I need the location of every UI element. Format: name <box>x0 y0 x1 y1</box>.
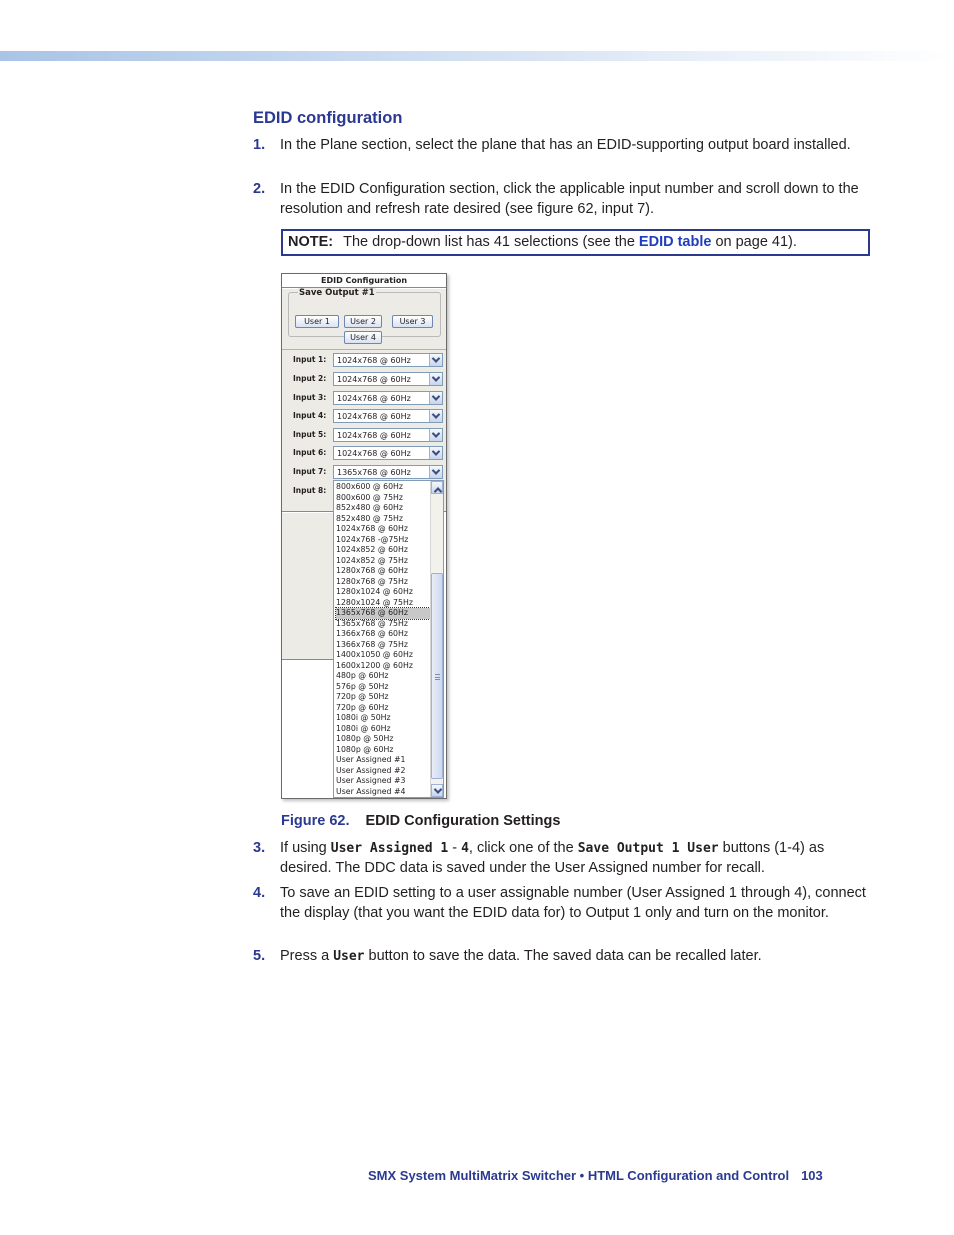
list-option[interactable]: 1280x1024 @ 60Hz <box>336 587 413 596</box>
code-user: User <box>333 949 365 964</box>
input-1-label: Input 1: <box>293 355 327 364</box>
section-heading: EDID configuration <box>253 109 403 127</box>
user-2-button[interactable]: User 2 <box>344 315 382 328</box>
input-2-select[interactable] <box>333 372 443 386</box>
input-7-label: Input 7: <box>293 467 327 476</box>
input-3-select[interactable] <box>333 391 443 405</box>
list-option[interactable]: 1280x768 @ 75Hz <box>336 576 408 586</box>
input-5-label: Input 5: <box>293 430 327 439</box>
step-number: 5. <box>253 948 266 964</box>
list-option[interactable]: 1365x768 @ 75Hz <box>336 618 408 628</box>
dropdown-arrow[interactable] <box>429 429 442 441</box>
list-option[interactable]: 1400x1050 @ 60Hz <box>336 650 413 659</box>
code-user-assigned: User Assigned 1 <box>330 841 449 856</box>
list-option[interactable]: 1280x1024 @ 75Hz <box>336 597 413 607</box>
selected-value: 1024x768 @ 60Hz <box>337 412 411 421</box>
chevron-up-icon <box>434 487 442 495</box>
selected-value: 1024x768 @ 60Hz <box>337 431 411 440</box>
figure-title: EDID Configuration Settings <box>365 813 561 829</box>
step-text: To save an EDID setting to a user assignable number (User Assigned 1 through 4), connect the display (that you want the EDID data for) to Output 1 only and turn on the monitor. <box>280 885 866 921</box>
list-option[interactable]: 1280x768 @ 60Hz <box>336 566 408 575</box>
chevron-down-icon <box>432 466 440 474</box>
list-option[interactable]: 720p @ 60Hz <box>336 702 389 712</box>
input-5-select[interactable] <box>333 428 443 442</box>
list-option[interactable]: 1365x768 @ 60Hz <box>336 608 430 619</box>
input-6-select[interactable] <box>333 446 443 460</box>
list-option[interactable]: User Assigned #2 <box>336 765 406 775</box>
step-number: 2. <box>253 181 266 197</box>
user-3-button[interactable]: User 3 <box>392 315 433 328</box>
chevron-down-icon <box>432 429 440 437</box>
text-run: buttons (1-4) as desired. The DDC data is saved under the User Assigned number for recall. <box>280 840 825 876</box>
input-8-label: Input 8: <box>293 486 327 495</box>
selected-value: 1024x768 @ 60Hz <box>337 356 411 365</box>
user-4-button[interactable]: User 4 <box>344 331 382 344</box>
save-output-legend: Save Output #1 <box>299 288 375 298</box>
list-option[interactable]: 800x600 @ 60Hz <box>336 482 404 491</box>
note-label: NOTE: <box>288 234 334 250</box>
step-text <box>280 839 868 878</box>
step-number: 1. <box>253 137 266 153</box>
text-run: - <box>448 840 462 856</box>
chevron-down-icon <box>432 354 440 362</box>
step-number: 3. <box>253 840 266 856</box>
scrollbar-thumb[interactable] <box>431 573 443 779</box>
list-option[interactable]: 1024x852 @ 60Hz <box>336 545 408 554</box>
input-7-select[interactable] <box>333 465 443 479</box>
scroll-up-button[interactable] <box>431 481 443 494</box>
list-option[interactable]: 576p @ 50Hz <box>336 681 389 691</box>
text-run: button to save the data. The saved data can be recalled later. <box>364 948 762 964</box>
chevron-down-icon <box>432 373 440 381</box>
list-option[interactable]: 1366x768 @ 75Hz <box>336 639 408 649</box>
resolution-dropdown-list[interactable] <box>333 480 444 798</box>
list-option[interactable]: 1024x768 @ 60Hz <box>336 524 408 533</box>
figure-caption <box>281 813 560 829</box>
list-option[interactable]: 1366x768 @ 60Hz <box>336 629 408 638</box>
input-1-select[interactable] <box>333 353 443 367</box>
list-option[interactable]: 852x480 @ 60Hz <box>336 503 404 512</box>
panel-title: EDID Configuration <box>282 274 446 288</box>
note-box <box>281 229 870 256</box>
divider <box>282 349 446 350</box>
selected-value: 1024x768 @ 60Hz <box>337 375 411 384</box>
selected-value: 1365x768 @ 60Hz <box>337 468 411 477</box>
list-option[interactable]: User Assigned #3 <box>336 776 406 785</box>
step-number: 4. <box>253 885 266 901</box>
step-text: In the EDID Configuration section, click the applicable input number and scroll down to the resolution and refresh rate desired (see figure 62, input 7). <box>280 181 859 217</box>
dropdown-arrow[interactable] <box>429 392 442 404</box>
text-run: , click one of the <box>468 840 578 856</box>
code-save-output: Save Output 1 User <box>577 841 719 856</box>
list-option[interactable]: User Assigned #4 <box>336 786 406 796</box>
grip-icon <box>435 674 440 680</box>
dropdown-arrow[interactable] <box>429 410 442 422</box>
list-option[interactable]: 1080i @ 60Hz <box>336 723 391 733</box>
chevron-down-icon <box>432 410 440 418</box>
list-option[interactable]: 720p @ 50Hz <box>336 692 389 701</box>
panel-lower-area <box>282 513 333 660</box>
input-6-label: Input 6: <box>293 448 327 457</box>
input-3-label: Input 3: <box>293 393 327 402</box>
list-option[interactable]: User Assigned #1 <box>336 755 406 764</box>
text-run: If using <box>280 840 331 856</box>
scroll-down-button[interactable] <box>431 784 443 797</box>
dropdown-arrow[interactable] <box>429 373 442 385</box>
step-text <box>280 947 868 967</box>
list-option[interactable]: 800x600 @ 75Hz <box>336 492 404 502</box>
note-text: The drop-down list has 41 selections (see the <box>343 234 639 250</box>
user-1-button[interactable]: User 1 <box>295 315 339 328</box>
input-4-label: Input 4: <box>293 411 327 420</box>
page-footer <box>368 1168 823 1183</box>
input-2-label: Input 2: <box>293 374 327 383</box>
list-option[interactable]: 1080p @ 60Hz <box>336 744 394 754</box>
selected-value: 1024x768 @ 60Hz <box>337 449 411 458</box>
chevron-down-icon <box>432 447 440 455</box>
list-option[interactable]: 1080i @ 50Hz <box>336 713 391 722</box>
scrollbar[interactable] <box>430 481 443 797</box>
dropdown-arrow[interactable] <box>429 447 442 459</box>
dropdown-arrow[interactable] <box>429 354 442 366</box>
step-text: In the Plane section, select the plane that has an EDID-supporting output board installed. <box>280 137 851 153</box>
dropdown-arrow[interactable] <box>429 466 442 478</box>
code-4: 4 <box>461 841 469 856</box>
list-option[interactable]: 1080p @ 50Hz <box>336 734 394 743</box>
text-run: Press a <box>280 948 334 964</box>
page-number: 103 <box>801 1168 823 1183</box>
chevron-down-icon <box>434 785 442 793</box>
header-gradient-bar <box>0 51 954 61</box>
figure-number: Figure 62. <box>281 813 350 829</box>
edid-configuration-screenshot <box>281 273 447 799</box>
list-option[interactable]: 1600x1200 @ 60Hz <box>336 660 413 670</box>
edid-table-link[interactable]: EDID table <box>638 234 712 250</box>
input-4-select[interactable] <box>333 409 443 423</box>
footer-title: SMX System MultiMatrix Switcher • HTML Configuration and Control <box>368 1168 790 1183</box>
chevron-down-icon <box>432 392 440 400</box>
note-text-after: on page 41). <box>711 234 797 250</box>
list-option[interactable]: 480p @ 60Hz <box>336 671 389 680</box>
list-option[interactable]: 1024x768 -@75Hz <box>336 534 409 544</box>
list-option[interactable]: 1024x852 @ 75Hz <box>336 555 408 565</box>
list-option[interactable]: 852x480 @ 75Hz <box>336 513 404 523</box>
selected-value: 1024x768 @ 60Hz <box>337 394 411 403</box>
